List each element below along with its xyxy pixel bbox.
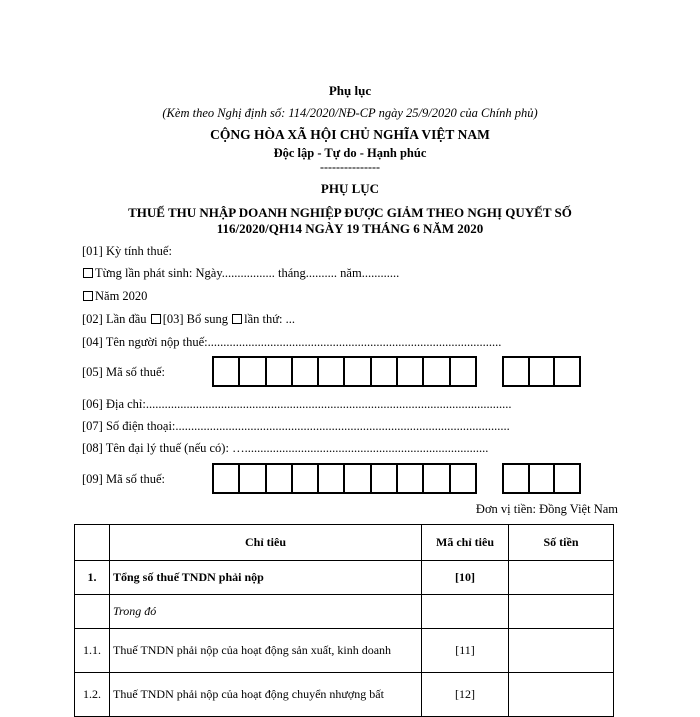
row-amount-cell[interactable] xyxy=(509,673,614,717)
table-row xyxy=(75,561,614,595)
currency-unit: Đơn vị tiền: Đồng Việt Nam xyxy=(475,502,618,516)
row-number xyxy=(75,595,110,629)
year-label: Năm 2020 xyxy=(95,289,148,303)
supplement-checkbox[interactable] xyxy=(232,314,242,324)
first-time-checkbox[interactable] xyxy=(151,314,161,324)
supplement-count-label: lần thứ: ... xyxy=(244,312,295,326)
supplement-label: [03] Bổ sung xyxy=(162,312,228,326)
year-checkbox[interactable] xyxy=(83,291,93,301)
table-header-row xyxy=(75,525,614,561)
row-amount-cell[interactable] xyxy=(509,561,614,595)
row-code xyxy=(422,595,509,629)
row-code: [11] xyxy=(422,629,509,673)
document-title: PHỤ LỤC xyxy=(320,181,380,196)
agent-tax-code-label: [09] Mã số thuế: xyxy=(82,472,165,486)
per-occurrence-row xyxy=(82,266,399,281)
table-header: Số tiền xyxy=(509,525,614,561)
row-indicator: Tổng số thuế TNDN phải nộp xyxy=(110,561,422,595)
declaration-type-row xyxy=(82,312,295,327)
table-header: Chỉ tiêu xyxy=(110,525,422,561)
row-amount-cell[interactable] xyxy=(509,595,614,629)
per-occurrence-label: Từng lần phát sinh: Ngày................. tháng.......... năm............ xyxy=(95,266,400,280)
first-time-label: [02] Lần đầu xyxy=(82,312,147,326)
document-subtitle-line-1: THUẾ THU NHẬP DOANH NGHIỆP ĐƯỢC GIẢM THEO NGHỊ QUYẾT SỐ xyxy=(128,205,572,220)
taxpayer-name-field[interactable]: [04] Tên người nộp thuế:.............................................................................................. xyxy=(82,335,502,349)
decree-reference: (Kèm theo Nghị định số: 114/2020/NĐ-CP ngày 25/9/2020 của Chính phủ) xyxy=(162,106,538,120)
tax-agent-name-field[interactable]: [08] Tên đại lý thuế (nếu có): ….............................................................................. xyxy=(82,441,489,455)
row-amount-cell[interactable] xyxy=(509,629,614,673)
address-field[interactable]: [06] Địa chỉ:..................................................................................................................... xyxy=(82,397,512,411)
row-number: 1.1. xyxy=(75,629,110,673)
row-code: [12] xyxy=(422,673,509,717)
document-subtitle-line-2: 116/2020/QH14 NGÀY 19 THÁNG 6 NĂM 2020 xyxy=(216,221,484,236)
row-indicator: Thuế TNDN phải nộp của hoạt động chuyển nhượng bất xyxy=(110,673,422,717)
phone-field[interactable]: [07] Số điện thoại:........................................................................................................... xyxy=(82,419,510,433)
divider: --------------- xyxy=(320,160,380,174)
agent-tax-code-boxes[interactable] xyxy=(212,463,477,494)
per-occurrence-checkbox[interactable] xyxy=(83,268,93,278)
national-motto: Độc lập - Tự do - Hạnh phúc xyxy=(273,146,427,160)
table-header: Mã chỉ tiêu xyxy=(422,525,509,561)
table-header xyxy=(75,525,110,561)
tax-code-label: [05] Mã số thuế: xyxy=(82,365,165,379)
tax-table xyxy=(74,524,614,717)
tax-code-boxes[interactable] xyxy=(212,356,477,387)
row-number: 1.2. xyxy=(75,673,110,717)
table-row xyxy=(75,629,614,673)
year-row xyxy=(82,289,147,304)
row-indicator: Trong đó xyxy=(110,595,422,629)
tax-code-branch-boxes[interactable] xyxy=(502,356,581,387)
appendix-label: Phụ lục xyxy=(328,83,372,98)
table-row xyxy=(75,673,614,717)
table-row xyxy=(75,595,614,629)
row-indicator: Thuế TNDN phải nộp của hoạt động sản xuất, kinh doanh xyxy=(110,629,422,673)
row-code: [10] xyxy=(422,561,509,595)
national-title: CỘNG HÒA XÃ HỘI CHỦ NGHĨA VIỆT NAM xyxy=(210,127,490,142)
row-number: 1. xyxy=(75,561,110,595)
tax-period-label: [01] Kỳ tính thuế: xyxy=(82,244,172,258)
agent-tax-code-branch-boxes[interactable] xyxy=(502,463,581,494)
